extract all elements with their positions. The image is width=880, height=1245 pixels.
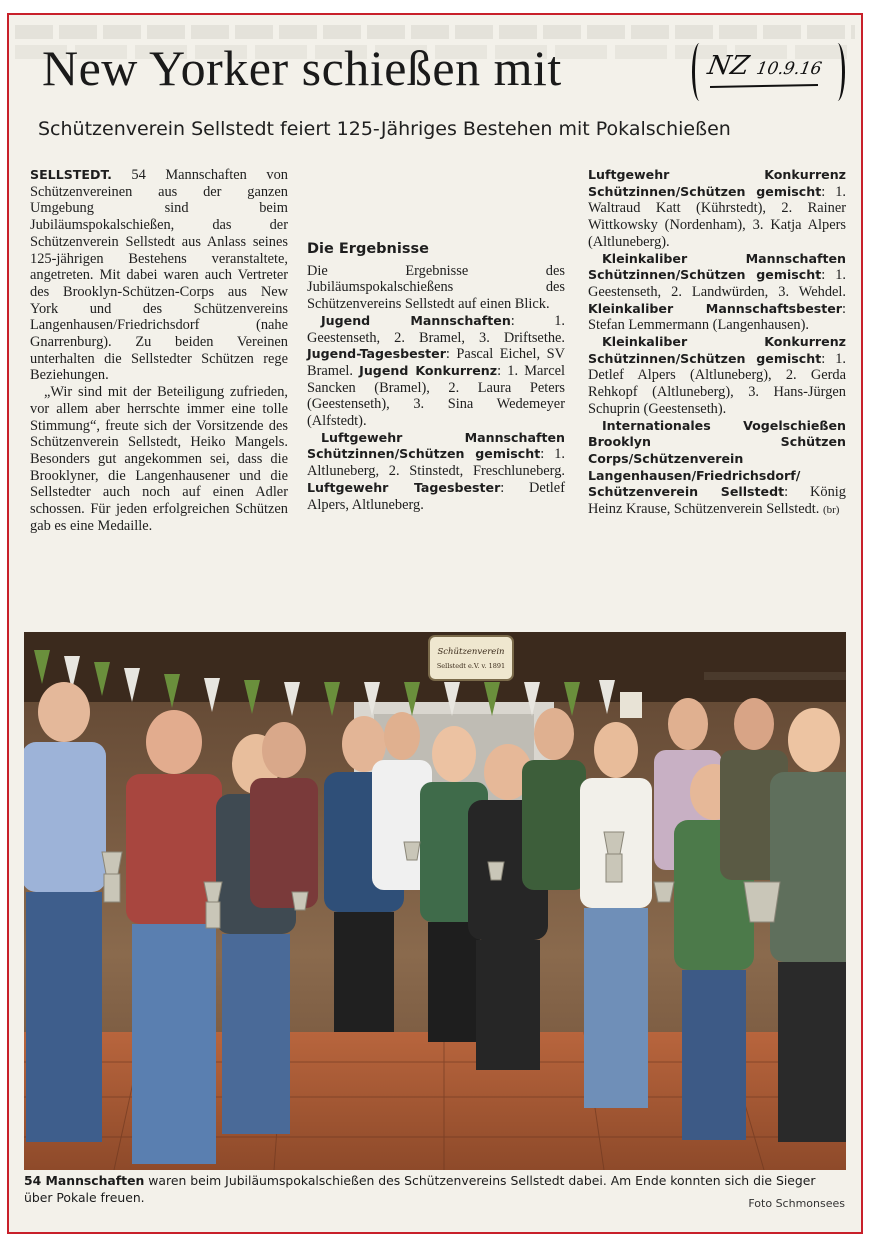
results-part-5: Kleinkaliber Konkurrenz Schützinnen/Schützen gemischt: 1. Detlef Alpers (Altluneberg), 2. Gerda Rehkopf (Altluneberg), 3. Hans-Jürgen Schuprin (Geestenseth). xyxy=(588,334,846,417)
results-part-6: Internationales Vogelschießen Brooklyn Schützen Corps/Schützenverein Langenhausen/Friedrichsdorf/ Schützenverein Sellstedt: König Heinz Krause, Schützenverein Sellstedt. (br) xyxy=(588,417,846,518)
club-sign xyxy=(429,636,513,680)
results-part-1: Jugend Mannschaften: 1. Geestenseth, 2. Bramel, 3. Driftsethe. Jugend-Tagesbester: Pascal Eichel, SV Bramel. Jugend Konkurrenz: 1. Marcel Sancken (Bramel), 2. Laura Peters (Geestenseth), 3. Sina Wedemeyer (Alfstedt). xyxy=(307,312,566,430)
headline: New Yorker schießen mit xyxy=(42,40,562,96)
article-column-3 xyxy=(588,167,846,519)
photo-caption xyxy=(24,1172,846,1206)
results-part-4: Kleinkaliber Mannschaften Schützinnen/Schützen gemischt: 1. Geestenseth, 2. Landwürden, 3. Wehdel. Kleinkaliber Mannschaftsbester: Stefan Lemmermann (Langenhausen). xyxy=(588,250,846,334)
article-column-1 xyxy=(30,167,288,534)
sign-line-2: Sellstedt e.V. v. 1891 xyxy=(436,662,506,670)
article-paragraph-3: Die Ergebnisse des Jubiläumspokalschießens des Schützenvereins Sellstedt auf einen Blick. xyxy=(307,262,565,313)
caption-lead: 54 Mannschaften xyxy=(24,1173,145,1188)
sign-line-1: Schützenverein xyxy=(437,647,505,657)
group-photo xyxy=(24,632,846,1170)
handwritten-date-note xyxy=(690,41,850,105)
note-letters: NZ xyxy=(705,51,752,81)
newspaper-clipping xyxy=(7,13,863,1234)
article-paragraph-2: „Wir sind mit der Beteiligung zufrieden, vor allem aber herrschte immer eine tolle Stimmung“, freute sich der Vorsitzende des Schützenverein Sellstedt, Heiko Mangels. Besonders gut angekommen sei, dass die Brooklyner, die Langenhausener und die Sellstedter auch noch auf einen Adler schossen. Für jeden erfolgreichen Schützen gab es eine Medaille. xyxy=(30,384,288,534)
dateline: SELLSTEDT. xyxy=(30,167,112,182)
article-column-2 xyxy=(307,167,565,513)
note-date: 10.9.16 xyxy=(754,59,824,79)
results-part-3: Luftgewehr Konkurrenz Schützinnen/Schützen gemischt: 1. Waltraud Katt (Kührstedt), 2. Rainer Wittkowsky (Nordenham), 3. Katja Alpers (Altluneberg). xyxy=(588,167,846,250)
photo-credit: Foto Schmonsees xyxy=(748,1197,845,1210)
section-heading: Die Ergebnisse xyxy=(307,241,429,257)
subheadline: Schützenverein Sellstedt feiert 125-Jähriges Bestehen mit Pokalschießen xyxy=(38,118,731,140)
group-photo-illustration xyxy=(24,632,846,1170)
caption-text: waren beim Jubiläumspokalschießen des Schützenvereins Sellstedt dabei. Am Ende konnten sich die Sieger über Pokale freuen. xyxy=(24,1173,816,1205)
results-part-2: Luftgewehr Mannschaften Schützinnen/Schützen gemischt: 1. Altluneberg, 2. Stinstedt, Freschluneberg. Luftgewehr Tagesbester: Detlef Alpers, Altluneberg. xyxy=(307,429,565,513)
article-paragraph-1: 54 Mannschaften von Schützenvereinen aus der ganzen Umgebung sind beim Jubiläumspokalschießen, das der Schützenverein Sellstedt aus Anlass seines 125-jährigen Bestehens veranstaltete, angetreten. Mit dabei waren auch Vertreter des Brooklyn-Schützen-Corps aus New York und des Schützenvereins Langenhausen/Friedrichsdorf (nahe Gnarrenburg). Zu beiden Vereinen unterhalten die Sellstedter Schützen rege Beziehungen. xyxy=(30,167,288,384)
author-tag: (br) xyxy=(822,504,840,517)
